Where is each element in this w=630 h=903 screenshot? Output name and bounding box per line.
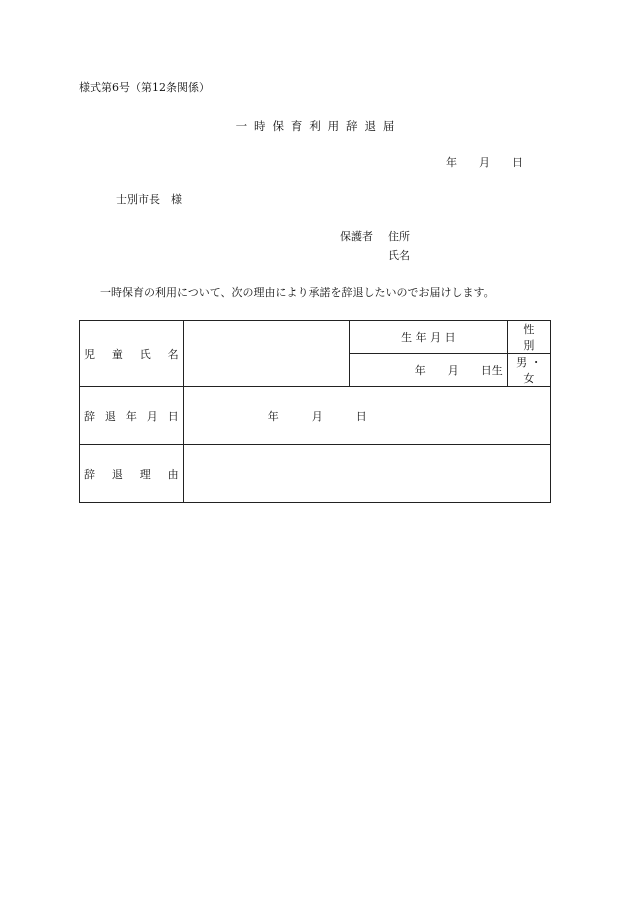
submission-date-line: 年 月 日: [446, 156, 523, 169]
withdrawal-date-value: 年 月 日: [267, 409, 367, 423]
gender-value[interactable]: 男 ・ 女: [507, 354, 550, 387]
child-name-label-cell: [80, 321, 184, 387]
withdrawal-reason-label-cell: [80, 445, 184, 503]
addressee: 士別市長 様: [116, 193, 182, 206]
withdrawal-date-label: 辞 退 年 月 日: [84, 409, 179, 423]
child-name-input-cell[interactable]: [183, 321, 349, 387]
form-title: 一時保育利用辞退届: [235, 119, 402, 133]
guardian-label: 保護者: [340, 230, 373, 243]
withdrawal-reason-input-cell[interactable]: [183, 445, 550, 503]
child-name-label: 児 童 氏 名: [84, 347, 179, 361]
guardian-address-label: 住所: [388, 230, 410, 243]
birth-date-label: 生 年 月 日: [350, 321, 508, 354]
withdrawal-reason-label: 辞 退 理 由: [84, 467, 179, 481]
guardian-name-label: 氏名: [388, 249, 410, 262]
withdrawal-date-value-cell[interactable]: [183, 387, 550, 445]
withdrawal-form-table: [79, 320, 557, 503]
statement-text: 一時保育の利用について、次の理由により承諾を辞退したいのでお届けします。: [100, 286, 495, 299]
form-number: 様式第6号（第12条関係）: [79, 81, 210, 94]
gender-label: 性 別: [507, 321, 550, 354]
withdrawal-date-label-cell: [80, 387, 184, 445]
birth-date-value[interactable]: 年 月 日生: [350, 354, 508, 387]
